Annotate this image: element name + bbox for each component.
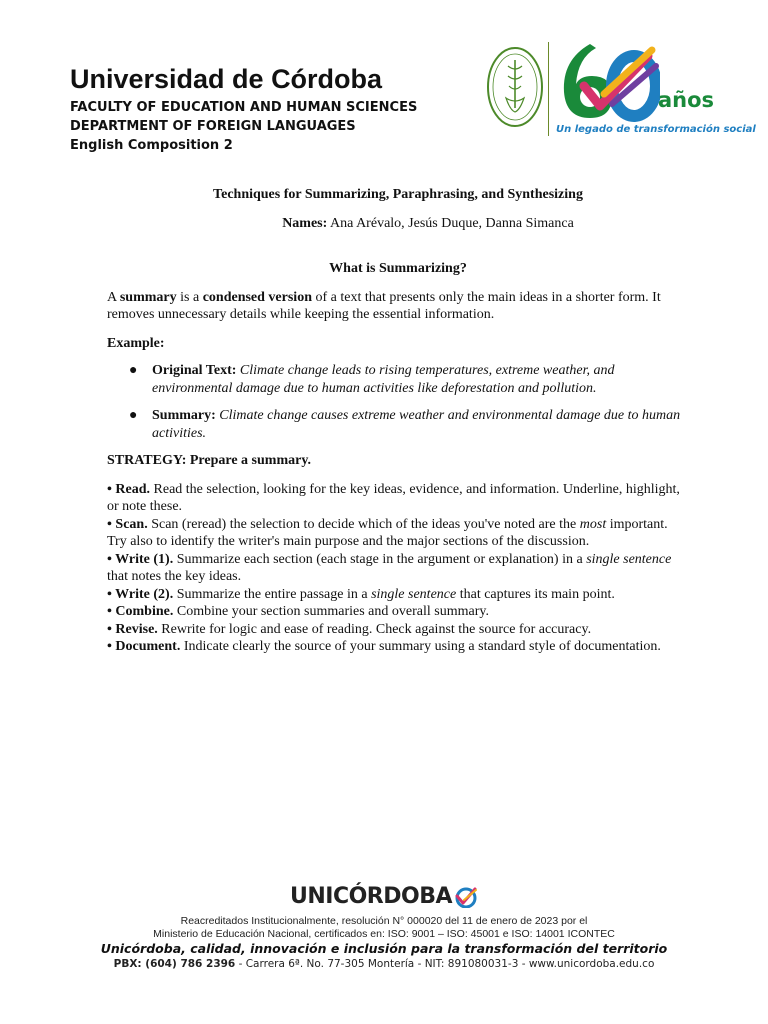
intro-text: is a [176, 289, 203, 305]
example-list [107, 362, 689, 442]
step-text: Summarize the entire passage in a [173, 586, 372, 602]
example-item-text: Climate change causes extreme weather and environmental damage due to human activities. [152, 408, 681, 441]
names-value: Ana Arévalo, Jesús Duque, Danna Simanca [327, 215, 574, 231]
strategy-step [107, 586, 689, 604]
strategy-steps [107, 481, 689, 656]
anniversary-anos-text: años [658, 88, 715, 112]
accreditation-line-1: Reacreditados Institucionalmente, resolución N° 000020 del 11 de enero de 2023 por el [180, 915, 588, 927]
step-text: Summarize each section (each stage in the argument or explanation) in a [173, 551, 587, 567]
section-heading: What is Summarizing? [329, 261, 467, 276]
list-item [107, 362, 689, 397]
faculty-name: FACULTY OF EDUCATION AND HUMAN SCIENCES [70, 100, 418, 115]
letterhead [70, 62, 417, 155]
anniversary-tagline: Un legado de transformación social [556, 124, 756, 135]
step-text: Rewrite for logic and ease of reading. Check against the source for accuracy. [157, 621, 592, 637]
contact-details: - Carrera 6ª. No. 77-305 Montería - NIT: 891080031-3 - www.unicordoba.edu.co [235, 958, 655, 970]
pbx-number: PBX: (604) 786 2396 [113, 958, 236, 970]
strategy-step [107, 551, 689, 586]
intro-text: of a text that presents only the main ideas in a shorter form. It removes unnecessary details while keeping the essential information. [107, 289, 661, 322]
step-text: that notes the key ideas. [107, 569, 242, 584]
step-label: • Revise. [107, 621, 158, 637]
example-label: Example: [107, 335, 165, 351]
step-label: • Combine. [107, 604, 174, 619]
document-title: Techniques for Summarizing, Paraphrasing, and Synthesizing [213, 187, 583, 202]
document-body [107, 186, 689, 656]
accreditation-line-2: Ministerio de Educación Nacional, certificados en: ISO: 9001 – ISO: 45001 e ISO: 14001 ICONTEC [153, 927, 615, 940]
intro-text: A [107, 289, 120, 305]
step-text: Combine your section summaries and overall summary. [173, 604, 489, 619]
header-logos [484, 40, 756, 140]
names-label: Names: [282, 215, 328, 231]
page-footer [0, 884, 768, 971]
intro-paragraph [107, 289, 689, 324]
step-text: Read the selection, looking for the key ideas, evidence, and information. Underline, highlight, or note these. [107, 481, 680, 514]
step-emphasis: most [579, 516, 607, 532]
logo-divider [548, 42, 549, 136]
strategy-heading: STRATEGY: Prepare a summary. [107, 453, 312, 468]
university-seal-icon [486, 46, 544, 128]
example-item-label: Summary: [152, 408, 216, 423]
course-name: English Composition 2 [70, 138, 233, 153]
step-label: • Read. [107, 481, 151, 497]
example-item-text: Climate change leads to rising temperatures, extreme weather, and environmental damage due to human activities like deforestation and pollution. [152, 363, 615, 396]
strategy-step [107, 481, 689, 516]
unicordoba-brand: UNICÓRDOBA [289, 884, 452, 909]
authors-line [107, 215, 689, 233]
department-name: DEPARTMENT OF FOREIGN LANGUAGES [70, 119, 356, 134]
footer-contact [0, 957, 768, 971]
strategy-step [107, 603, 689, 621]
step-emphasis: single sentence [371, 586, 457, 602]
unicordoba-logo [290, 884, 478, 909]
step-text: Indicate clearly the source of your summary using a standard style of documentation. [180, 639, 661, 654]
step-label: • Scan. [107, 516, 148, 532]
strategy-step [107, 621, 689, 639]
step-emphasis: single sentence [586, 551, 672, 567]
intro-bold-summary: summary [119, 289, 177, 305]
step-label: • Document. [107, 639, 181, 654]
intro-bold-condensed: condensed version [202, 289, 312, 305]
bullet-icon: ● [129, 363, 138, 378]
strategy-step [107, 638, 689, 656]
step-text: that captures its main point. [456, 586, 615, 602]
university-name: Universidad de Córdoba [70, 64, 383, 94]
step-text: important. Try also to identify the writer's main purpose and the major sections of the discussion. [107, 516, 668, 549]
footer-slogan: Unicórdoba, calidad, innovación e inclusión para la transformación del territorio [100, 941, 668, 956]
step-label: • Write (1). [107, 551, 174, 567]
strategy-step [107, 516, 689, 551]
step-label: • Write (2). [107, 586, 174, 602]
bullet-icon: ● [129, 408, 138, 423]
step-text: Scan (reread) the selection to decide which of the ideas you've noted are the [147, 516, 580, 532]
example-item-label: Original Text: [152, 363, 237, 378]
unicordoba-mark-icon [454, 886, 478, 908]
list-item [107, 407, 689, 442]
anniversary-60-logo-icon [556, 40, 660, 124]
